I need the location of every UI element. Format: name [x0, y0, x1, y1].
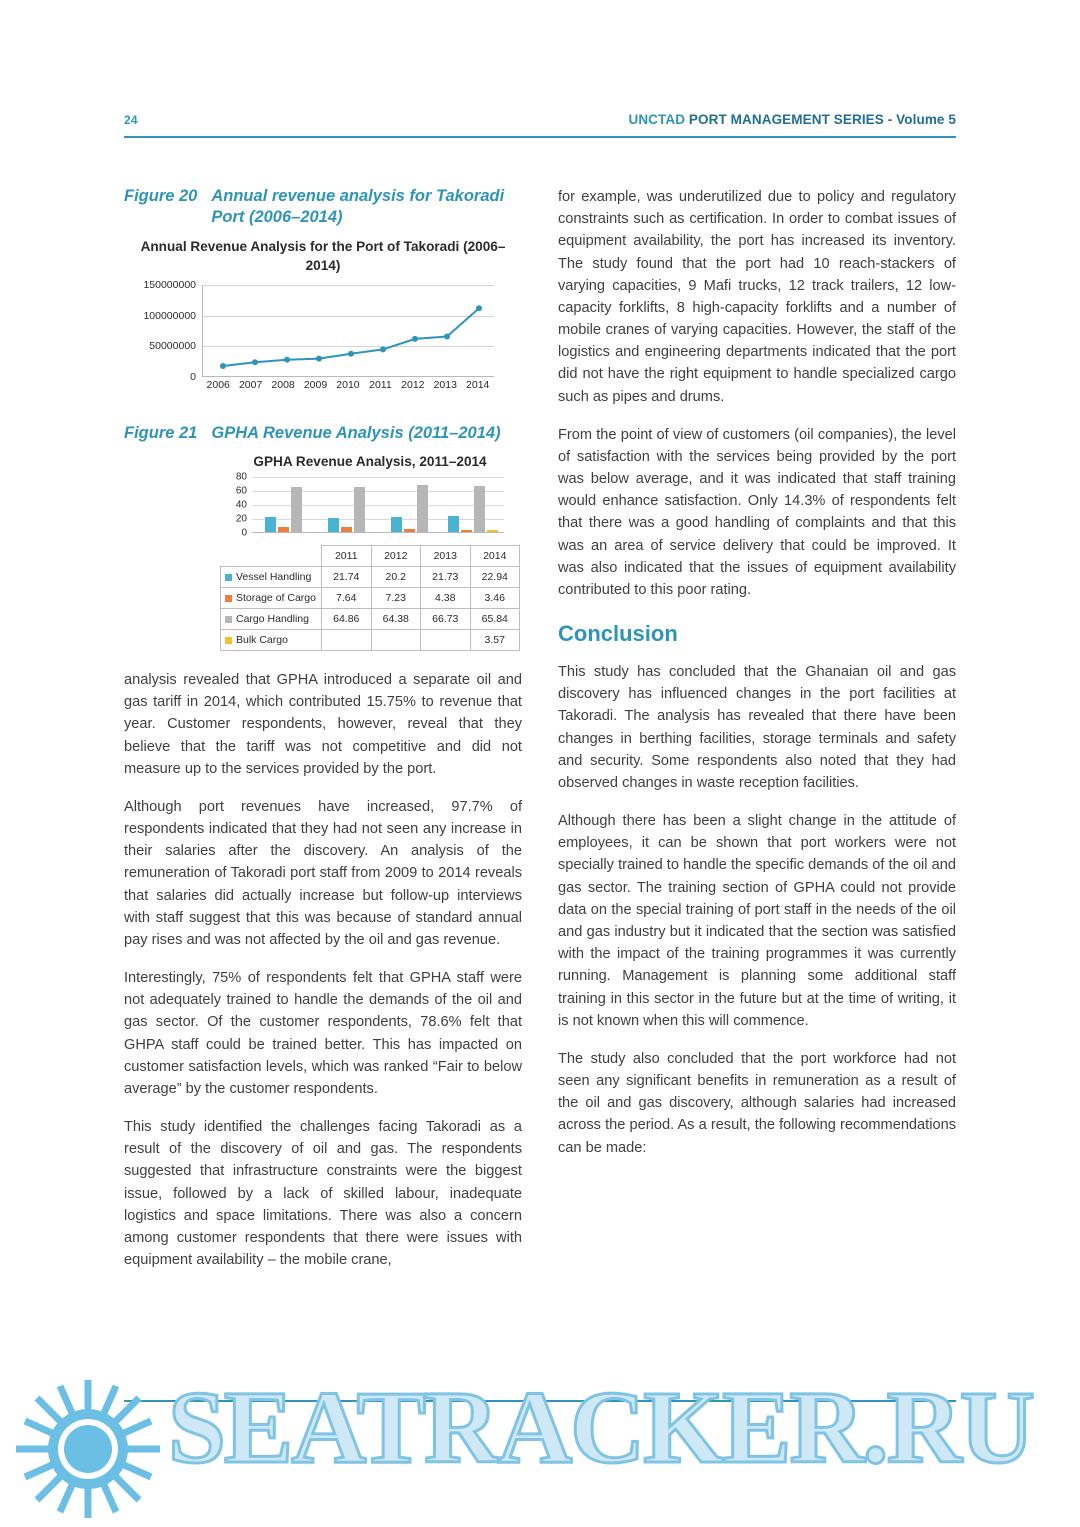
bar-vessel-handling [265, 517, 276, 532]
figure-21-data-table [220, 545, 520, 651]
x-tick: 2012 [401, 378, 425, 391]
y-tick: 20 [235, 513, 247, 525]
cell: 7.23 [371, 588, 421, 609]
cell: 64.38 [371, 609, 421, 630]
figure-21-title: GPHA Revenue Analysis (2011–2014) [211, 423, 501, 442]
paragraph: This study has concluded that the Ghanaian oil and gas discovery has influenced changes in the port facilities at Takoradi. The analysis has revealed that there have been changes in berthing facilities, storage terminals and safety and security. Some respondents also noted that they had observed changes in waste reception facilities. [558, 664, 956, 791]
x-tick: 2014 [466, 378, 490, 391]
figure-20-label: Figure 20 [124, 187, 198, 205]
paragraph: analysis revealed that GPHA introduced a separate oil and gas tariff in 2014, which contributed 15.75% to revenue that year. Customer respondents, however, reveal that they believe that the tariff was not competitive and did not measure up to the services provided by the port. [124, 672, 522, 777]
bar-group-2014 [441, 477, 504, 532]
paragraph: Although there has been a slight change in the attitude of employees, it can be shown that port workers were not specially trained to handle the specific demands of the oil and gas sector. The training section of GPHA could not provide data on the special training of port staff in the needs of the oil and gas industry but it indicated that the section was satisfied with the impact of the training programmes it was currently running. Management is planning some additional staff training in this sector in the future but at the time of writing, it is not known when this will commence. [558, 813, 956, 1029]
x-tick: 2010 [336, 378, 360, 391]
row-label-bulk-cargo [221, 630, 322, 651]
y-tick: 0 [190, 370, 196, 383]
paragraph: Although port revenues have increased, 97.7% of respondents indicated that they had not seen any increase in their salaries after the discovery. An analysis of the remuneration of Takoradi port staff from 2009 to 2014 reveals that salaries did actually increase but follow-up interviews with staff suggest that this was because of standard annual pay rises and was not affected by the oil and gas revenue. [124, 798, 522, 948]
figure-21-label: Figure 21 [124, 423, 198, 442]
cell: 21.74 [322, 567, 372, 588]
bar-cargo-handling [291, 487, 302, 532]
chart-21-title: GPHA Revenue Analysis, 2011–2014 [253, 454, 487, 470]
x-tick: 2011 [369, 378, 392, 391]
watermark-text: SEATRACKER.RU [168, 1370, 1033, 1485]
row-label-vessel-handling [221, 567, 322, 588]
cell: 65.84 [470, 609, 520, 630]
cell: 22.94 [470, 567, 520, 588]
table-row-header [221, 546, 520, 567]
figure-20-title: Annual revenue analysis for Takoradi Port (2006–2014) [211, 187, 505, 227]
bar-chart-plot [252, 477, 504, 533]
table-row [221, 609, 520, 630]
watermark [0, 1360, 1080, 1527]
bar-cargo-handling [474, 486, 485, 532]
paragraph: From the point of view of customers (oil companies), the level of satisfaction with the services being provided by the port was below average, and it was indicated that staff training would enhance satisfaction. Only 14.3% of respondents felt that there was a good handling of complaints and that this was an area of service delivery that could be improved. It was also indicated that the issues of equipment availability contributed to this poor rating. [558, 426, 956, 598]
section-heading-conclusion: Conclusion [558, 621, 678, 647]
x-tick: 2008 [271, 378, 295, 391]
row-label-storage-of-cargo [221, 588, 322, 609]
x-tick: 2006 [206, 378, 230, 391]
legend-swatch-icon [225, 637, 232, 644]
bar-vessel-handling [391, 517, 402, 532]
row-label-text: Cargo Handling [236, 613, 309, 626]
bar-group-2013 [378, 477, 441, 532]
bar-storage-of-cargo [404, 529, 415, 532]
chart-20-title: Annual Revenue Analysis for the Port of Takoradi (2006–2014) [140, 239, 506, 273]
left-column [124, 186, 522, 1287]
legend-swatch-icon [225, 595, 232, 602]
page-number: 24 [124, 113, 138, 127]
footer-divider [124, 1400, 956, 1402]
y-tick: 60 [235, 485, 247, 497]
cell: 21.73 [421, 567, 471, 588]
line-series [203, 285, 495, 377]
table-row [221, 588, 520, 609]
figure-20-chart [124, 238, 522, 397]
col-header-2012: 2012 [371, 546, 421, 567]
legend-swatch-icon [225, 574, 232, 581]
cell [421, 630, 471, 651]
y-tick: 50000000 [149, 340, 196, 353]
bar-cargo-handling [354, 487, 365, 532]
y-tick: 150000000 [143, 278, 196, 291]
line-chart [130, 278, 510, 397]
x-tick: 2009 [303, 378, 328, 391]
x-tick: 2007 [238, 378, 263, 391]
row-label-cargo-handling [221, 609, 322, 630]
paragraph: This study identified the challenges facing Takoradi as a result of the discovery of oil and gas. The respondents suggested that infrastructure constraints were the biggest issue, followed by a lack of skilled labour, inadequate logistics and space limitations. There was also a concern among customer respondents that there were issues with equipment availability – the mobile crane, [124, 1119, 522, 1269]
figure-21-chart [220, 454, 520, 651]
bar-cargo-handling [417, 485, 428, 532]
table-corner-cell [221, 546, 322, 567]
right-column [558, 186, 956, 1175]
bar-storage-of-cargo [278, 527, 289, 532]
paragraph: Interestingly, 75% of respondents felt that GPHA staff were not adequately trained to handle the demands of the oil and gas sector. Of the customer respondents, 78.6% felt that GHPA staff could be trained better. This has impacted on customer satisfaction levels, which was ranked “Fair to below average” by the customer respondents. [124, 970, 522, 1097]
row-label-text: Bulk Cargo [236, 634, 288, 647]
row-label-text: Vessel Handling [236, 571, 312, 584]
paragraph: for example, was underutilized due to policy and regulatory constraints such as certification. In order to combat issues of equipment availability, the port has increased its inventory. The study found that the port had 10 reach-stackers of varying capacities, 9 Mafi trucks, 12 track trailers, 12 low-capacity forklifts, 8 high-capacity forklifts and a number of mobile cranes of varying capacities. However, the staff of the logistics and engineering departments indicated that the port did not have the right equipment to handle specialized cargo such as pipes and drums. [558, 189, 956, 405]
cell: 4.38 [421, 588, 471, 609]
col-header-2013: 2013 [421, 546, 471, 567]
cell [371, 630, 421, 651]
y-tick: 40 [235, 499, 247, 511]
bar-vessel-handling [328, 518, 339, 532]
y-tick: 80 [235, 471, 247, 483]
cell: 20.2 [371, 567, 421, 588]
line-chart-x-axis [202, 379, 494, 391]
bar-chart-y-axis [220, 471, 250, 539]
sun-logo-icon [8, 1374, 168, 1524]
figure-21-caption [124, 423, 522, 444]
cell [322, 630, 372, 651]
table-row [221, 630, 520, 651]
cell: 7.64 [322, 588, 372, 609]
paragraph: The study also concluded that the port workforce had not seen any significant benefits in remuneration as a result of the oil and gas discovery, although salaries had increased across the period. As a result, the following recommendations can be made: [558, 1050, 956, 1156]
table-row [221, 567, 520, 588]
cell: 3.57 [470, 630, 520, 651]
line-chart-plot [202, 285, 494, 377]
bar-group-2012 [315, 477, 378, 532]
cell: 3.46 [470, 588, 520, 609]
series-prefix: UNCTAD [628, 112, 686, 127]
y-tick: 0 [241, 527, 247, 539]
x-tick: 2013 [433, 378, 457, 391]
row-label-text: Storage of Cargo [236, 592, 316, 605]
series-text: PORT MANAGEMENT SERIES - Volume 5 [688, 112, 956, 127]
bar-storage-of-cargo [341, 527, 352, 532]
bar-group-2011 [252, 477, 315, 532]
cell: 66.73 [421, 609, 471, 630]
bar-vessel-handling [448, 516, 459, 532]
figure-20-caption [124, 186, 522, 228]
bar-chart [220, 471, 520, 545]
col-header-2011: 2011 [322, 546, 372, 567]
bar-storage-of-cargo [461, 530, 472, 532]
header-divider [124, 136, 956, 138]
bar-bulk-cargo [487, 530, 498, 533]
page-header [124, 112, 956, 127]
line-chart-y-axis [130, 278, 200, 383]
col-header-2014: 2014 [470, 546, 520, 567]
legend-swatch-icon [225, 616, 232, 623]
series-title [628, 112, 956, 127]
cell: 64.86 [322, 609, 372, 630]
y-tick: 100000000 [143, 309, 196, 322]
